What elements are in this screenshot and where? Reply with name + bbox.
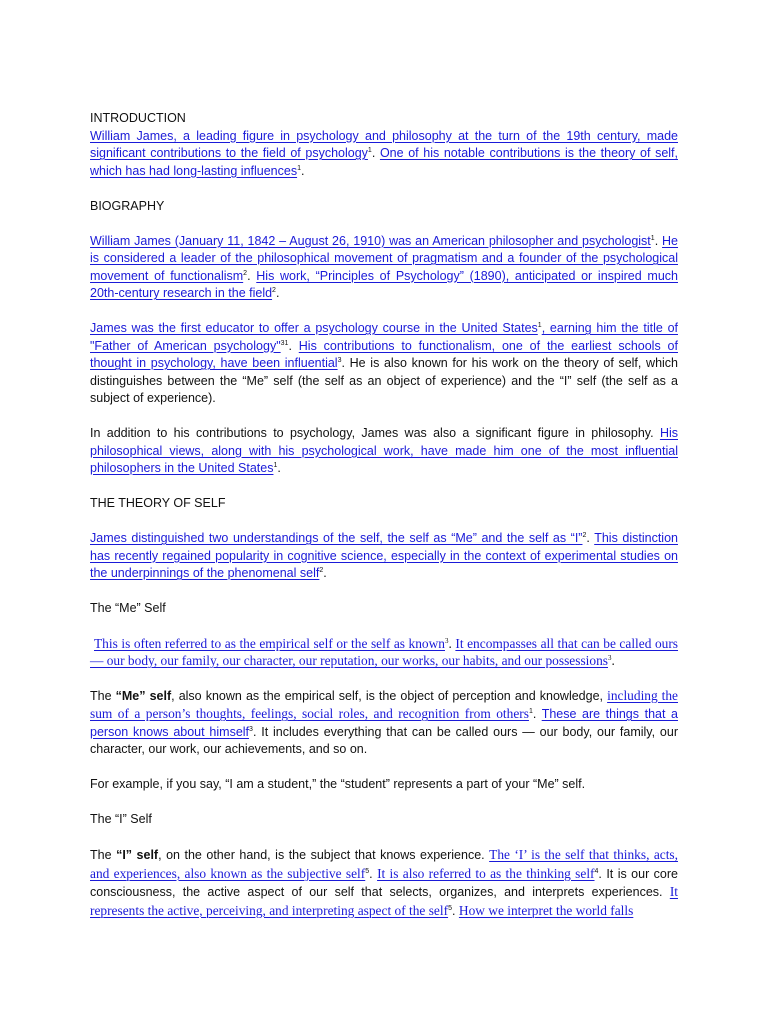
heading-theory-of-self: THE THEORY OF SELF [90,496,226,510]
heading-me-self: The “Me” Self [90,601,166,615]
paragraph-i-self: The “I” self, on the other hand, is the subject that knows experience. The ‘I’ is the self that thinks, acts, and experiences, also known as the subjective self$^5$. It is also referred to as the thinking self$^4$. It is our core consciousness, the active aspect of our self that selects, organizes, and interprets experiences. It represents the active, perceiving, and interpreting aspect of the self$^5$. How we interpret the world falls [90,847,679,918]
paragraph-biography-2: James was the first educator to offer a psychology course in the United States$^1$, earning him the title of "Father of American psychology"$^{31}$. His contributions to functionalism, one of the earliest schools of thought in psychology, have been influential$^3$. He is also known for his work on the theory of self, which distinguishes between the “Me” self (the self as an object of experience) and the “I” self (the self as a subject of experience). [90,321,679,405]
link-text[interactable]: William James, a leading figure in psychology and philosophy at the turn of the 19th century, made significant contributions to the field of psychology [90,128,678,160]
link-text[interactable]: William James (January 11, 1842 – August 26, 1910) was an American philosopher and psychologist [90,233,651,248]
footnote-ref: 3 [608,654,612,662]
footnote-ref: 1 [528,708,533,715]
footnote-ref: 3 [337,357,342,364]
footnote-ref: 5 [365,867,370,875]
footnote-ref: 1 [650,234,655,242]
footnote-ref: 31 [280,339,289,347]
link-text[interactable]: , earning him the title of "Father of American psychology" [90,321,678,353]
heading-introduction: INTRODUCTION [90,111,186,125]
link-text[interactable]: This is often referred to as the empirical self or the self as known [94,636,445,651]
footnote-ref: 3 [444,637,449,645]
footnote-ref: 1 [537,322,542,329]
paragraph-theory: James distinguished two understandings of the self, the self as “Me” and the self as “I”$^2$. This distinction has recently regained popularity in cognitive science, especially in the context of experimental studies on the underpinnings of the phenomenal self$^2$. [90,531,678,580]
footnote-ref: 3 [249,725,253,733]
heading-biography: BIOGRAPHY [90,198,165,213]
heading-i-self: The “I” Self [90,812,152,826]
paragraph-example: For example, if you say, “I am a student,” the “student” represents a part of your “Me” self. [90,777,586,791]
link-text[interactable]: This distinction has recently regained popularity in cognitive science, especially in the context of experimental studies on the underpinnings of the phenomenal self [90,531,678,580]
link-text[interactable]: It is also referred to as the thinking self [377,865,595,881]
footnote-ref: 2 [243,269,248,277]
paragraph-me-self: The “Me” self, also known as the empirical self, is the object of perception and knowledge, including the sum of a person’s thoughts, feelings, social roles, and recognition from others$^1$. These are things that a person knows about himself$^3$. It includes everything that can be called ours — our body, our family, our character, our work, our achievements, and so on. [90,687,678,756]
footnote-ref: 1 [367,147,372,154]
paragraph-biography-3: In addition to his contributions to psychology, James was also a significant figure in philosophy. His philosophical views, along with his psychological work, have made him one of the most influential philosophers in the United States$^1$. [90,426,678,475]
link-text[interactable]: His philosophical views, along with his psychological work, have made him one of the most influential philosophers in the United States [90,426,678,475]
footnote-ref: 4 [594,867,599,875]
link-text[interactable]: including the sum of a person’s thoughts, feelings, social roles, and recognition from others [90,687,678,721]
footnote-ref: 5 [448,904,452,912]
link-text[interactable]: James was the first educator to offer a psychology course in the United States [90,321,538,335]
link-text[interactable]: James distinguished two understandings of the self, the self as “Me” and the self as “I” [90,531,583,545]
link-text[interactable]: His contributions to functionalism, one of the earliest schools of thought in psychology, have been influential [90,338,678,370]
paragraph-me-quote: This is often referred to as the empirical self or the self as known$^3$. It encompasses all that can be called ours — our body, our family, our character, our reputation, our works, our habits, and our possessions$^3$. [90,636,679,668]
paragraph-introduction: William James, a leading figure in psychology and philosophy at the turn of the 19th century, made significant contributions to the field of psychology$^1$. One of his notable contributions is the theory of self, which has had long-lasting influences$^1$. [90,128,678,178]
link-text[interactable]: It encompasses all that can be called ours — our body, our family, our character, our reputation, our works, our habits, and our possessions [90,636,679,668]
link-text[interactable]: How we interpret the world falls [458,902,634,918]
footnote-ref: 2 [319,567,324,574]
link-text[interactable]: The ‘I’ is the self that thinks, acts, and experiences, also known as the subjective self [90,847,678,881]
document-page [90,110,678,920]
footnote-ref: 2 [582,532,587,539]
footnote-ref: 1 [273,462,278,469]
footnote-ref: 1 [297,164,301,172]
link-text[interactable]: One of his notable contributions is the theory of self, which has had long-lasting influences [90,146,678,178]
link-text[interactable]: He is considered a leader of the philosophical movement of pragmatism and a founder of the psychological movement of functionalism [90,233,679,283]
paragraph-biography-1: William James (January 11, 1842 – August 26, 1910) was an American philosopher and psychologist$^1$. He is considered a leader of the philosophical movement of pragmatism and a founder of the psychological movement of functionalism$^2$. His work, “Principles of Psychology” (1890), anticipated or inspired much 20th-century research in the field$^2$. [90,233,679,300]
link-text[interactable]: His work, “Principles of Psychology” (1890), anticipated or inspired much 20th-century research in the field [90,268,678,300]
footnote-ref: 2 [272,287,276,294]
link-text[interactable]: It represents the active, perceiving, and interpreting aspect of the self [90,884,678,918]
link-text[interactable]: These are things that a person knows about himself [90,707,678,739]
